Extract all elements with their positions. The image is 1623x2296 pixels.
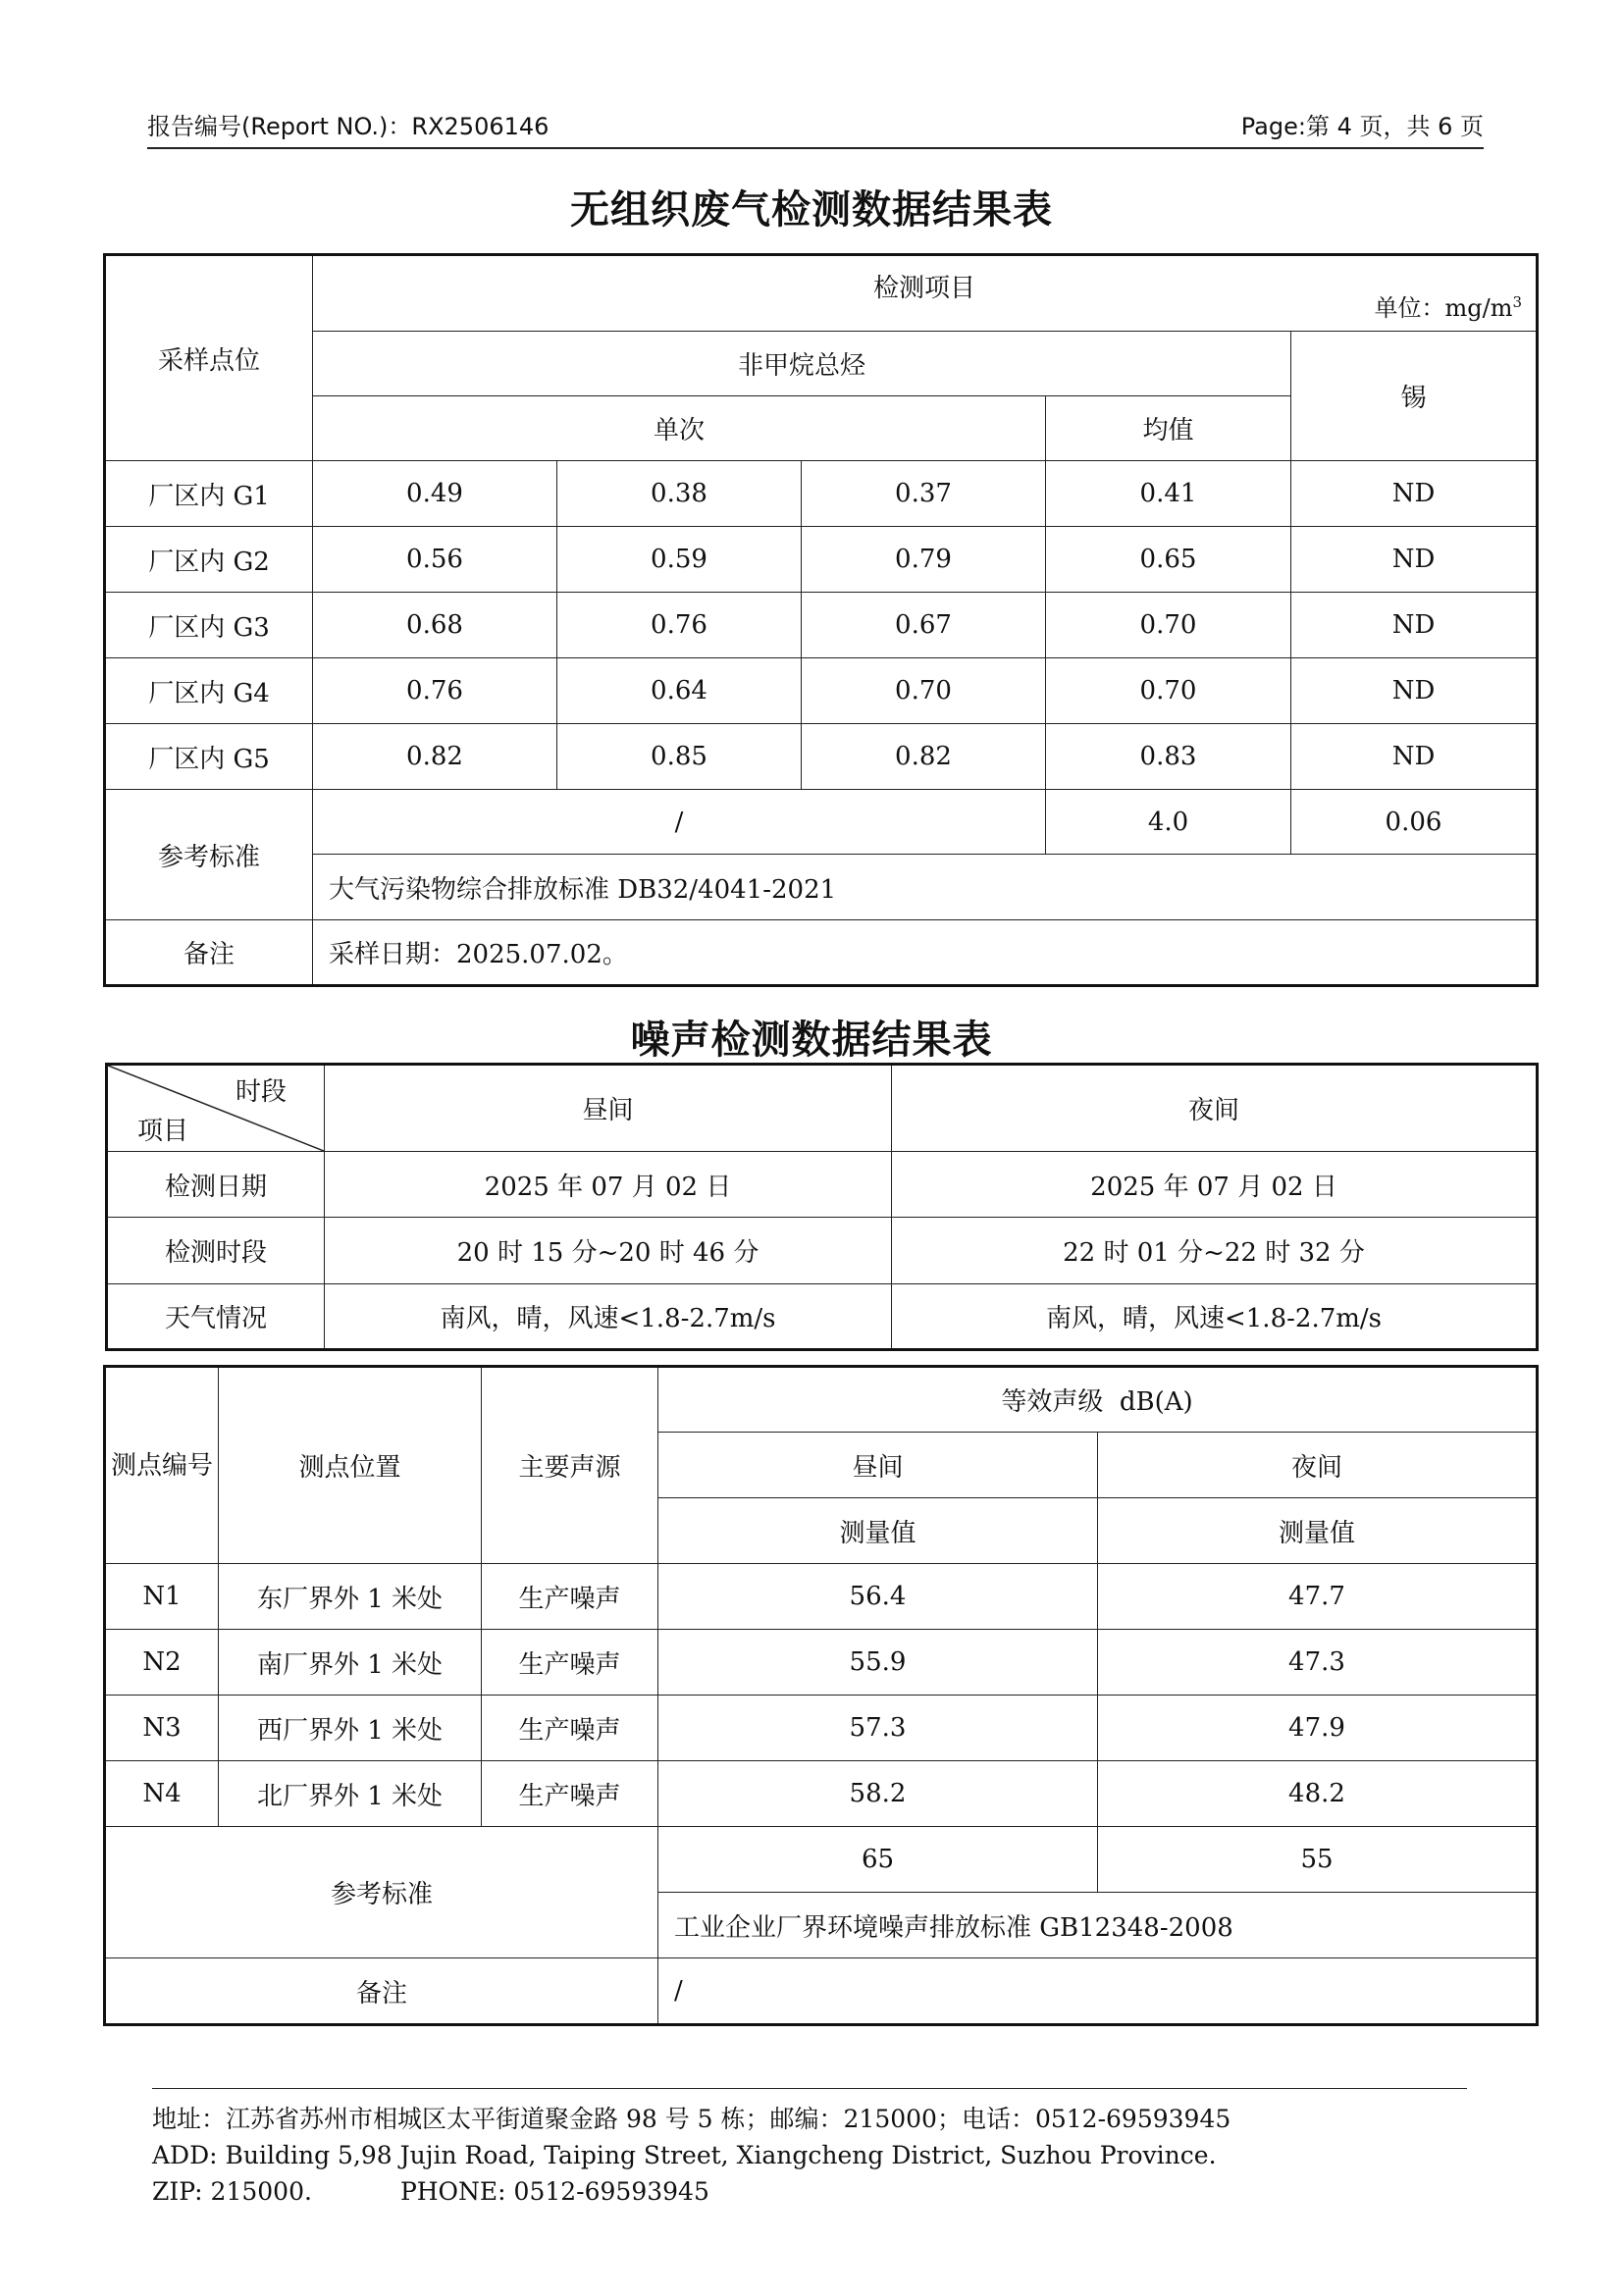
remark-value: /: [658, 1958, 1538, 2025]
day-header: 昼间: [325, 1065, 892, 1152]
source-header: 主要声源: [482, 1367, 658, 1564]
level-header: 等效声级 dB(A): [658, 1367, 1538, 1433]
reference-mean: 4.0: [1046, 790, 1291, 855]
tin-cell: ND: [1291, 593, 1538, 658]
point-id-header: 测点编号: [105, 1367, 219, 1564]
page-header: [147, 106, 1484, 149]
site-header: 采样点位: [105, 255, 313, 461]
remark-value: 采样日期：2025.07.02。: [313, 920, 1538, 986]
day-value: 2025 年 07 月 02 日: [325, 1152, 892, 1218]
table-row: [107, 1218, 1538, 1284]
site-cell: 厂区内 G4: [105, 658, 313, 724]
value-cell: 0.38: [557, 461, 802, 527]
night-value: 南风，晴，风速<1.8-2.7m/s: [892, 1284, 1538, 1350]
remark-header: 备注: [105, 1958, 658, 2025]
point-id-cell: N1: [105, 1564, 219, 1630]
point-id-cell: N2: [105, 1630, 219, 1696]
zip-phone-line: [152, 2173, 1467, 2210]
corner-period-label: 时段: [235, 1077, 287, 1107]
unit-label: 单位：$mg/m^3$: [1374, 293, 1522, 322]
table-row: [105, 1696, 1538, 1761]
day-header: 昼间: [658, 1433, 1098, 1498]
reference-day: 65: [658, 1827, 1098, 1893]
table-row: [105, 593, 1538, 658]
value-cell: 0.59: [557, 527, 802, 593]
tin-cell: ND: [1291, 527, 1538, 593]
value-cell: 0.82: [802, 724, 1046, 790]
mean-cell: 0.70: [1046, 593, 1291, 658]
value-cell: 0.67: [802, 593, 1046, 658]
table-row: [105, 724, 1538, 790]
reference-night: 55: [1098, 1827, 1538, 1893]
value-cell: 0.64: [557, 658, 802, 724]
table-row: [105, 1564, 1538, 1630]
condition-label: 天气情况: [107, 1284, 325, 1350]
night-value: 47.9: [1098, 1696, 1538, 1761]
phone-number: PHONE: 0512-69593945: [399, 2177, 709, 2206]
value-cell: 0.49: [313, 461, 557, 527]
point-id-cell: N4: [105, 1761, 219, 1827]
value-cell: 0.68: [313, 593, 557, 658]
address-cn: 地址：江苏省苏州市相城区太平街道聚金路 98 号 5 栋；邮编：215000；电话：0512-69593945: [152, 2105, 1231, 2133]
value-cell: 0.56: [313, 527, 557, 593]
tin-cell: ND: [1291, 461, 1538, 527]
reference-tin: 0.06: [1291, 790, 1538, 855]
source-cell: 生产噪声: [482, 1696, 658, 1761]
report-number: 报告编号(Report NO.)：RX2506146: [147, 113, 550, 140]
value-cell: 0.70: [802, 658, 1046, 724]
corner-item-label: 项目: [137, 1117, 189, 1146]
night-value: 47.7: [1098, 1564, 1538, 1630]
address-en: ADD: Building 5,98 Jujin Road, Taiping Street, Xiangcheng District, Suzhou Province.: [152, 2141, 1217, 2169]
mean-cell: 0.65: [1046, 527, 1291, 593]
site-cell: 厂区内 G1: [105, 461, 313, 527]
day-value: 南风，晴，风速<1.8-2.7m/s: [325, 1284, 892, 1350]
night-value: 47.3: [1098, 1630, 1538, 1696]
night-value: 22 时 01 分~22 时 32 分: [892, 1218, 1538, 1284]
reference-single: /: [313, 790, 1046, 855]
mean-cell: 0.70: [1046, 658, 1291, 724]
day-value: 55.9: [658, 1630, 1098, 1696]
mean-header: 均值: [1046, 396, 1291, 461]
gas-table-title: 无组织废气检测数据结果表: [570, 187, 1053, 233]
site-cell: 厂区内 G2: [105, 527, 313, 593]
location-cell: 东厂界外 1 米处: [219, 1564, 482, 1630]
condition-label: 检测日期: [107, 1152, 325, 1218]
value-cell: 0.85: [557, 724, 802, 790]
page-footer: [152, 2088, 1467, 2210]
nmhc-header: 非甲烷总烃: [313, 332, 1291, 396]
location-cell: 西厂界外 1 米处: [219, 1696, 482, 1761]
mean-cell: 0.83: [1046, 724, 1291, 790]
night-measured-header: 测量值: [1098, 1498, 1538, 1564]
corner-header: [107, 1065, 325, 1152]
day-value: 58.2: [658, 1761, 1098, 1827]
source-cell: 生产噪声: [482, 1630, 658, 1696]
tin-cell: ND: [1291, 724, 1538, 790]
table-row: [105, 527, 1538, 593]
night-header: 夜间: [892, 1065, 1538, 1152]
value-cell: 0.37: [802, 461, 1046, 527]
reference-standard: 大气污染物综合排放标准 DB32/4041-2021: [313, 855, 1538, 920]
page-number: Page:第 4 页，共 6 页: [1240, 113, 1484, 140]
table-row: [105, 461, 1538, 527]
noise-table-title: 噪声检测数据结果表: [630, 1018, 993, 1063]
location-cell: 北厂界外 1 米处: [219, 1761, 482, 1827]
point-id-cell: N3: [105, 1696, 219, 1761]
tin-cell: ND: [1291, 658, 1538, 724]
source-cell: 生产噪声: [482, 1564, 658, 1630]
value-cell: 0.76: [557, 593, 802, 658]
reference-header: 参考标准: [105, 1827, 658, 1958]
noise-results-table: [103, 1365, 1539, 2026]
table-row: [107, 1284, 1538, 1350]
zip-code: ZIP: 215000.: [152, 2177, 312, 2206]
day-measured-header: 测量值: [658, 1498, 1098, 1564]
item-header-cell: [313, 255, 1538, 332]
item-header: 检测项目: [872, 273, 975, 303]
value-cell: 0.82: [313, 724, 557, 790]
site-cell: 厂区内 G3: [105, 593, 313, 658]
tin-header: 锡: [1291, 332, 1538, 461]
remark-header: 备注: [105, 920, 313, 986]
value-cell: 0.79: [802, 527, 1046, 593]
single-header: 单次: [313, 396, 1046, 461]
noise-conditions-table: [105, 1063, 1539, 1351]
location-header: 测点位置: [219, 1367, 482, 1564]
table-row: [105, 1630, 1538, 1696]
gas-results-table: [103, 253, 1539, 987]
day-value: 56.4: [658, 1564, 1098, 1630]
location-cell: 南厂界外 1 米处: [219, 1630, 482, 1696]
reference-standard: 工业企业厂界环境噪声排放标准 GB12348-2008: [658, 1893, 1538, 1958]
reference-header: 参考标准: [105, 790, 313, 920]
site-cell: 厂区内 G5: [105, 724, 313, 790]
night-value: 48.2: [1098, 1761, 1538, 1827]
table-row: [105, 1761, 1538, 1827]
night-value: 2025 年 07 月 02 日: [892, 1152, 1538, 1218]
night-header: 夜间: [1098, 1433, 1538, 1498]
condition-label: 检测时段: [107, 1218, 325, 1284]
day-value: 57.3: [658, 1696, 1098, 1761]
table-row: [105, 658, 1538, 724]
mean-cell: 0.41: [1046, 461, 1291, 527]
table-row: [107, 1152, 1538, 1218]
source-cell: 生产噪声: [482, 1761, 658, 1827]
value-cell: 0.76: [313, 658, 557, 724]
day-value: 20 时 15 分~20 时 46 分: [325, 1218, 892, 1284]
